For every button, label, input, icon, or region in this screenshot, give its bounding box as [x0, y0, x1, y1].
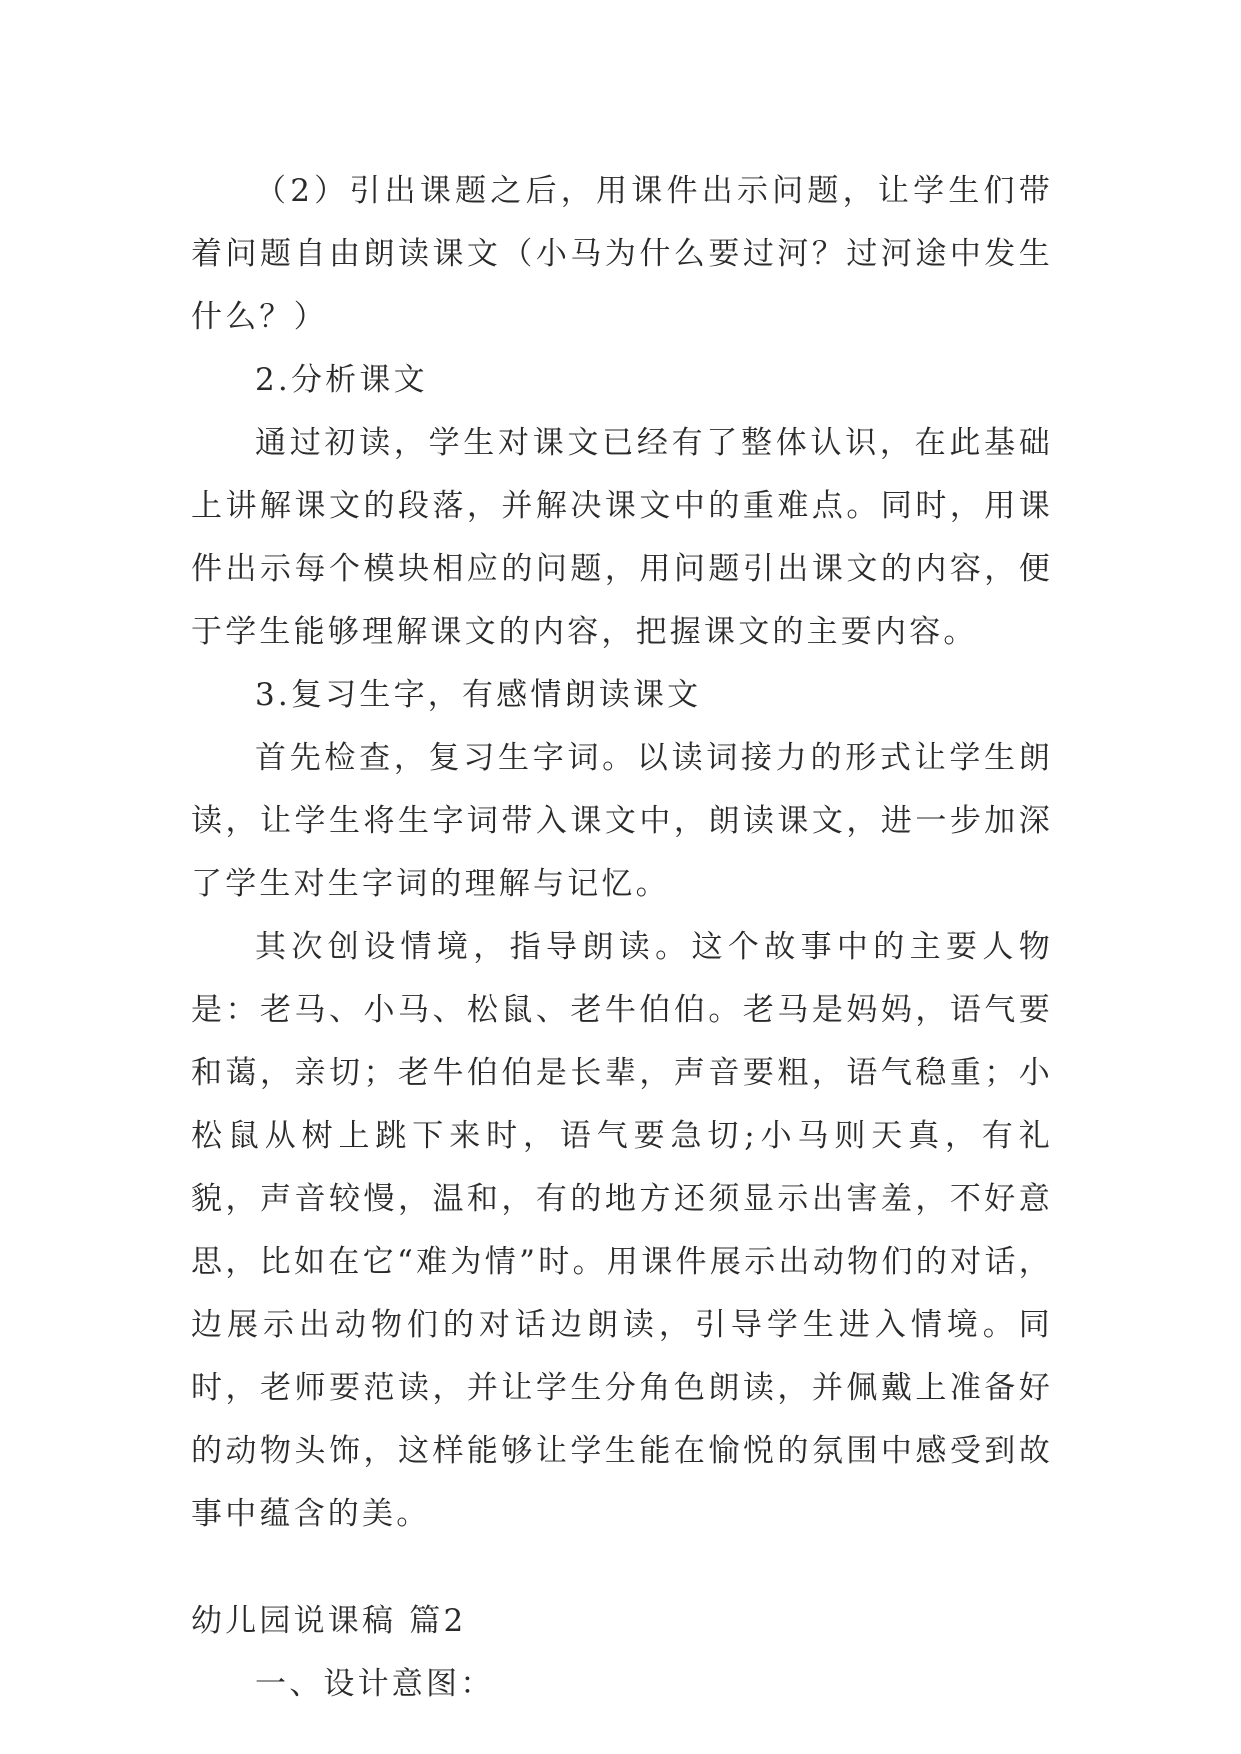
document-body [191, 160, 1053, 1716]
heading-design-intent: 一、设计意图： [255, 1666, 495, 1702]
section-title: 幼儿园说课稿 篇2 [191, 1603, 467, 1639]
section-gap [191, 1546, 1053, 1590]
paragraph-review-characters: 首先检查，复习生字词。以读词接力的形式让学生朗读，让学生将生字词带入课文中，朗读课文，进一步加深了学生对生字词的理解与记忆。 [191, 740, 1053, 902]
paragraph-create-scene: 其次创设情境，指导朗读。这个故事中的主要人物是：老马、小马、松鼠、老牛伯伯。老马是妈妈，语气要和蔼，亲切；老牛伯伯是长辈，声音要粗，语气稳重；小松鼠从树上跳下来时，语气要急切;小马则天真，有礼貌，声音较慢，温和，有的地方还须显示出害羞，不好意思，比如在它“难为情”时。用课件展示出动物们的对话，边展示出动物们的对话边朗读，引导学生进入情境。同时，老师要范读，并让学生分角色朗读，并佩戴上准备好的动物头饰，这样能够让学生能在愉悦的氛围中感受到故事中蕴含的美。 [191, 929, 1053, 1532]
heading-analyze-text: 2.分析课文 [255, 362, 428, 398]
heading-review-characters: 3.复习生字，有感情朗读课文 [255, 677, 702, 713]
paragraph-intro-question: （2）引出课题之后，用课件出示问题，让学生们带着问题自由朗读课文（小马为什么要过河？过河途中发生什么？） [191, 173, 1053, 335]
paragraph-analyze-text: 通过初读，学生对课文已经有了整体认识，在此基础上讲解课文的段落，并解决课文中的重难点。同时，用课件出示每个模块相应的问题，用问题引出课文的内容，便于学生能够理解课文的内容，把握课文的主要内容。 [191, 425, 1053, 650]
